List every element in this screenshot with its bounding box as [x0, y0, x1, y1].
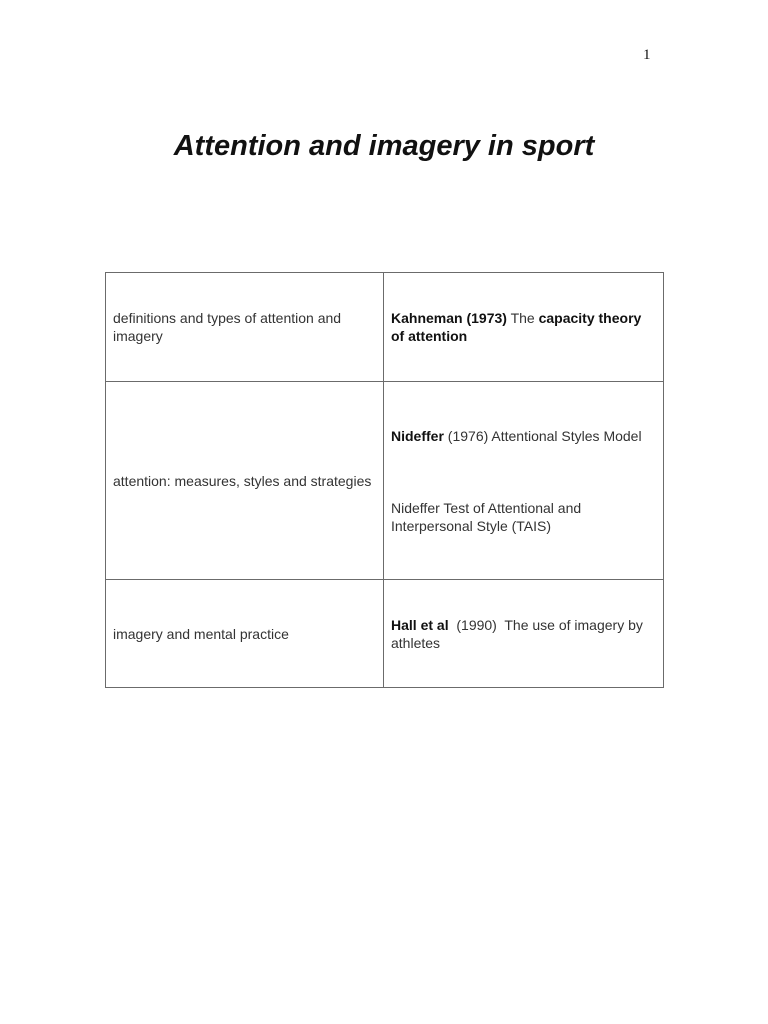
reference-author: Nideffer — [391, 427, 444, 444]
page-number: 1 — [643, 47, 651, 63]
topic-cell — [106, 580, 384, 688]
table-row — [106, 580, 664, 688]
table-row — [106, 382, 664, 580]
topic-text: definitions and types of attention and imagery — [113, 310, 342, 344]
spacer — [391, 445, 653, 499]
reference-cell — [384, 273, 664, 382]
reference-author: Kahneman (1973) — [391, 310, 507, 326]
reference-entry — [391, 499, 653, 535]
reference-entry — [391, 617, 647, 651]
reference-author: Hall et al — [391, 616, 449, 633]
topic-text: attention: measures, styles and strategies — [113, 472, 372, 489]
reference-emphasis: capacity theory of attention — [391, 310, 642, 344]
table-row — [106, 273, 664, 382]
reference-text: Nideffer Test of Attentional and Interpersonal Style (TAIS) — [391, 499, 582, 534]
reference-text: (1976) Attentional Styles Model — [443, 427, 642, 444]
reference-cell — [384, 580, 664, 688]
reference-text: The — [506, 310, 539, 326]
reference-cell — [384, 382, 664, 580]
reference-text: (1990) The use of imagery by athletes — [391, 616, 647, 651]
reference-entry — [391, 427, 653, 445]
topic-cell — [106, 382, 384, 580]
topics-table — [105, 272, 664, 688]
topic-cell — [106, 273, 384, 382]
reference-entry — [391, 310, 641, 344]
document-title: Attention and imagery in sport — [173, 130, 595, 162]
topic-text: imagery and mental practice — [113, 625, 289, 642]
